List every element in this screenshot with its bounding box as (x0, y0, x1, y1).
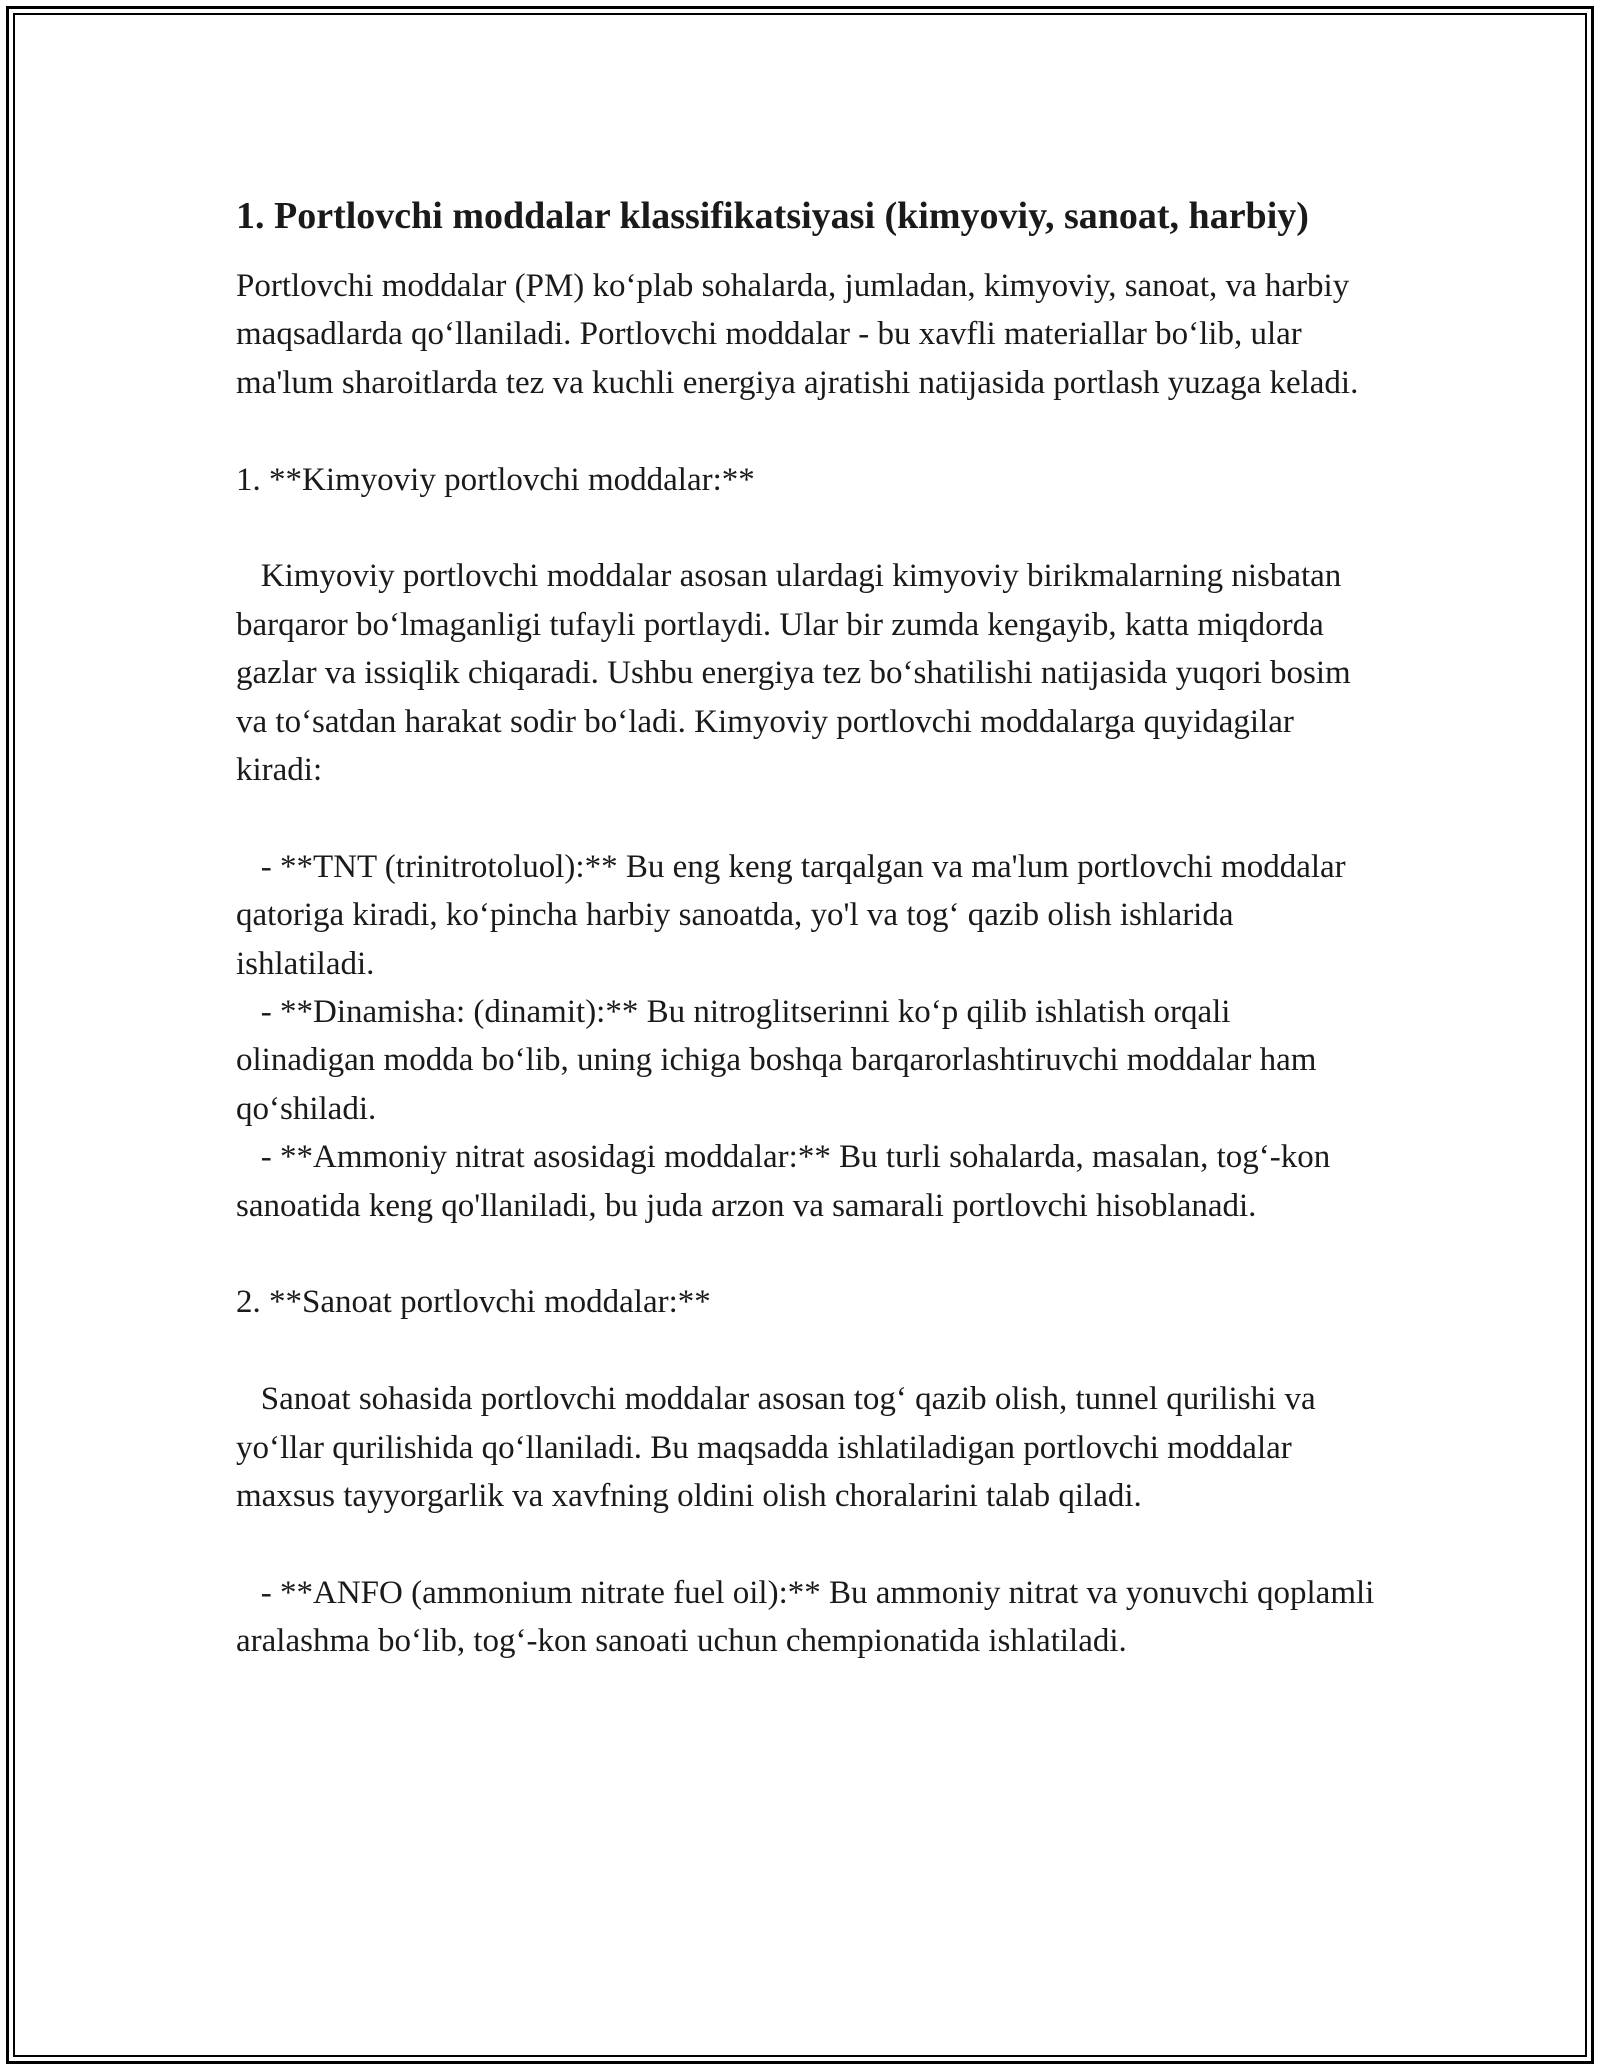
intro-paragraph: Portlovchi moddalar (PM) ko‘plab sohalarda, jumladan, kimyoviy, sanoat, va harbiy maqsadlarda qo‘llaniladi. Portlovchi moddalar - bu xavfli materiallar bo‘lib, ular ma'lum sharoitlarda tez va kuchli energiya ajratishi natijasida portlash yuzaga keladi. (236, 268, 1359, 401)
spacer (236, 794, 1376, 842)
spacer (236, 1520, 1376, 1568)
spacer (236, 407, 1376, 455)
section-2-heading: 2. **Sanoat portlovchi moddalar:** (236, 1284, 711, 1321)
list-item-tnt: - **TNT (trinitrotoluol):** Bu eng keng tarqalgan va ma'lum portlovchi moddalar qatoriga kiradi, ko‘pincha harbiy sanoatda, yo'l va tog‘ qazib olish ishlarida ishlatiladi. (236, 848, 1354, 982)
spacer (236, 244, 1376, 262)
document-body (236, 188, 1383, 1666)
section-2-paragraph: Sanoat sohasida portlovchi moddalar asosan tog‘ qazib olish, tunnel qurilishi va yo‘llar qurilishida qo‘llaniladi. Bu maqsadda ishlatiladigan portlovchi moddalar maxsus tayyorgarlik va xavfning oldini olish choralarini talab qiladi. (236, 1381, 1324, 1515)
document-title: 1. Portlovchi moddalar klassifikatsiyasi (kimyoviy, sanoat, harbiy) (236, 195, 1309, 237)
section-1-paragraph: Kimyoviy portlovchi moddalar asosan ulardagi kimyoviy birikmalarning nisbatan barqaror bo‘lmaganligi tufayli portlaydi. Ular bir zumda kengayib, katta miqdorda gazlar va issiqlik chiqaradi. Ushbu energiya tez bo‘shatilishi natijasida yuqori bosim va to‘satdan harakat sodir bo‘ladi. Kimyoviy portlovchi moddalarga quyidagilar kiradi: (236, 558, 1359, 789)
list-item-anfo: - **ANFO (ammonium nitrate fuel oil):** Bu ammoniy nitrat va yonuvchi qoplamli aralashma bo‘lib, tog‘-kon sanoati uchun chempionatida ishlatiladi. (236, 1574, 1383, 1660)
section-1-heading: 1. **Kimyoviy portlovchi moddalar:** (236, 461, 755, 498)
spacer (236, 504, 1376, 552)
list-item-dinamit: - **Dinamisha: (dinamit):** Bu nitroglitserinni ko‘p qilib ishlatish orqali olinadigan modda bo‘lib, uning ichiga boshqa barqarorlashtiruvchi moddalar ham qo‘shiladi. (236, 994, 1325, 1127)
spacer (236, 1230, 1376, 1278)
list-item-ammoniy-nitrat: - **Ammoniy nitrat asosidagi moddalar:** Bu turli sohalarda, masalan, tog‘-kon sanoatida keng qo'llaniladi, bu juda arzon va samarali portlovchi hisoblanadi. (236, 1139, 1339, 1224)
spacer (236, 1327, 1376, 1375)
